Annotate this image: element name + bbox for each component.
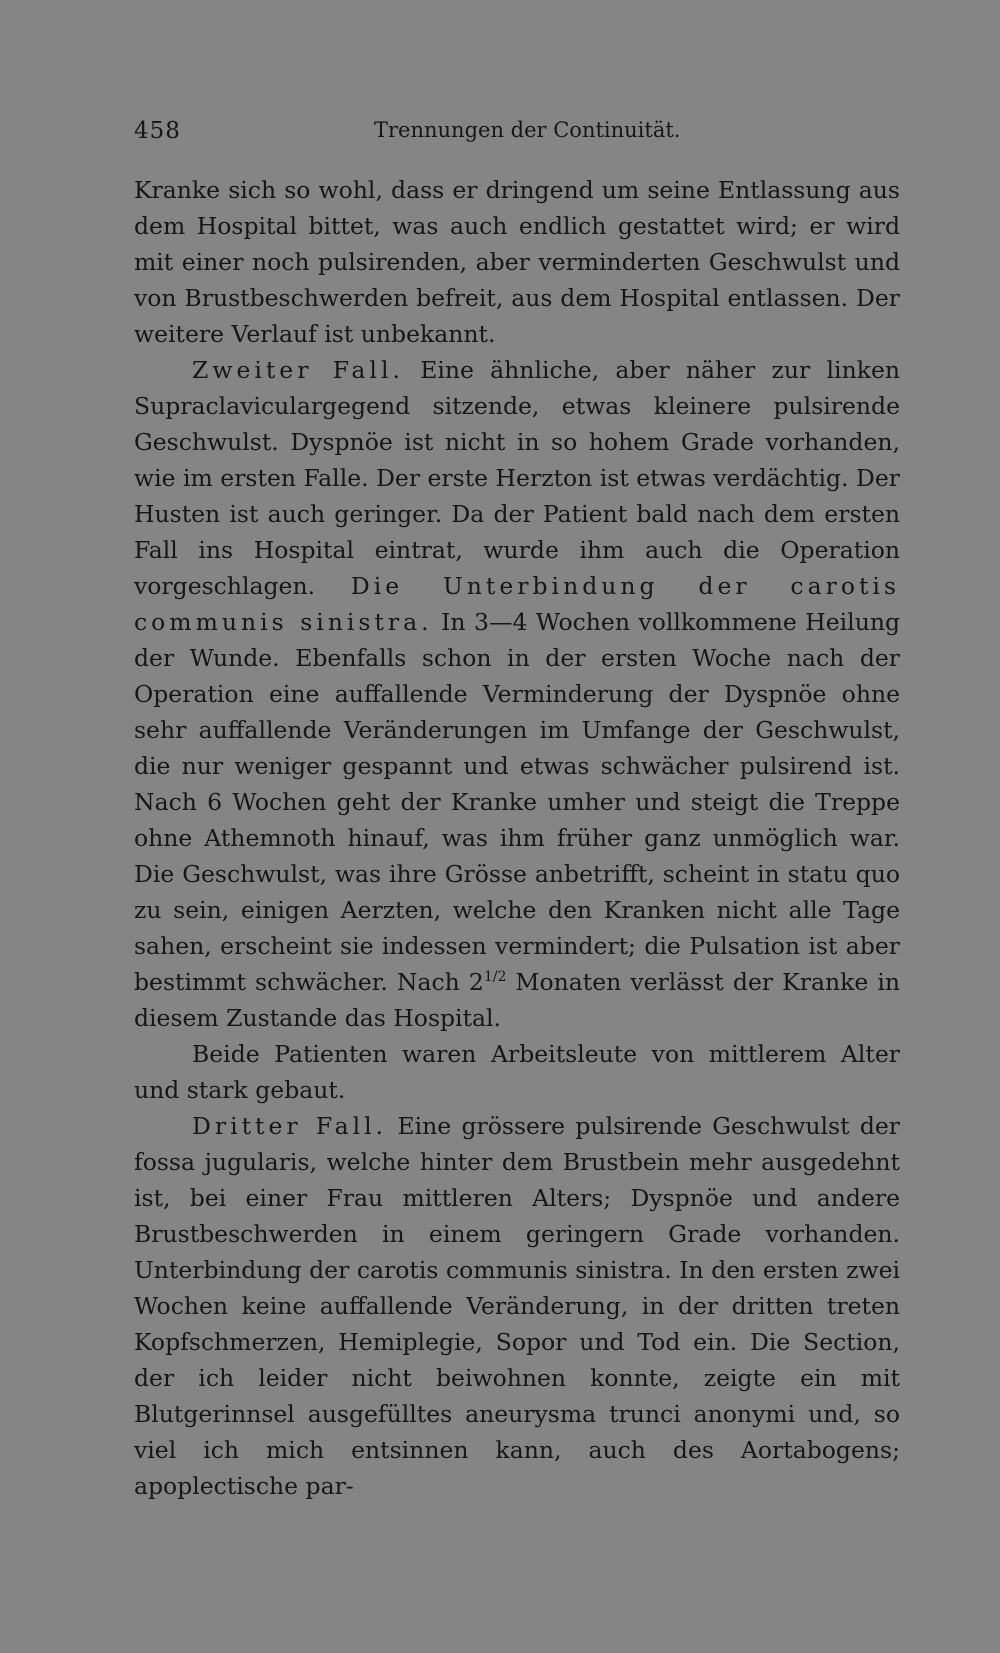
case-heading-second: Zweiter Fall. <box>192 356 404 384</box>
paragraph-4 <box>134 1108 900 1504</box>
paragraph-1: Kranke sich so wohl, dass er dringend um seine Entlassung aus dem Hospital bittet, was auch endlich gestattet wird; er wird mit einer noch pulsirenden, aber verminderten Geschwulst und von Brustbeschwerden befreit, aus dem Hospital entlassen. Der weitere Verlauf ist unbekannt. <box>134 176 900 348</box>
paragraph-2-text-b: In 3—4 Wochen vollkommene Heilung der Wunde. Ebenfalls schon in der ersten Woche nach der Operation eine auffallende Verminderung der Dyspnöe ohne sehr auffallende Veränderungen im Umfange der Geschwulst, die nur weniger gespannt und etwas schwächer pulsirend ist. Nach 6 Wochen geht der Kranke umher und steigt die Treppe ohne Athemnoth hinauf, was ihm früher ganz unmöglich war. Die Geschwulst, was ihre Grösse anbetrifft, scheint in statu quo zu sein, einigen Aerzten, welche den Kranken nicht alle Tage sahen, erscheint sie indessen vermindert; die Pulsation ist aber bestimmt schwächer. Nach 2 <box>134 608 901 996</box>
page-number: 458 <box>134 118 181 144</box>
operation-emphasis: Die Unterbindung der carotis communis sinistra. <box>134 572 900 636</box>
paragraph-2-text-c: Monaten verlässt der Kranke in diesem Zustande das Hospital. <box>134 968 900 1032</box>
fraction: 1/2 <box>483 969 507 985</box>
paragraph-2 <box>134 352 900 1036</box>
paragraph-2-text-a: Eine ähnliche, aber näher zur linken Supraclaviculargegend sitzende, etwas kleinere pulsirende Geschwulst. Dyspnöe ist nicht in so hohem Grade vorhanden, wie im ersten Falle. Der erste Herzton ist etwas verdächtig. Der Husten ist auch geringer. Da der Patient bald nach dem ersten Fall ins Hospital eintrat, wurde ihm auch die Operation vorgeschlagen. <box>134 356 900 600</box>
paragraph-4-text: Eine grössere pulsirende Geschwulst der fossa jugularis, welche hinter dem Brustbein mehr ausgedehnt ist, bei einer Frau mittleren Alters; Dyspnöe und andere Brustbeschwerden in einem geringern Grade vorhanden. Unterbindung der carotis communis sinistra. In den ersten zwei Wochen keine auffallende Veränderung, in der dritten treten Kopfschmerzen, Hemiplegie, Sopor und Tod ein. Die Section, der ich leider nicht beiwohnen konnte, zeigte ein mit Blutgerinnsel ausgefülltes aneurysma trunci anonymi und, so viel ich mich entsinnen kann, auch des Aortabogens; apoplectische par- <box>134 1112 901 1500</box>
body-text <box>134 172 900 1504</box>
paragraph-3: Beide Patienten waren Arbeitsleute von mittlerem Alter und stark gebaut. <box>134 1040 900 1104</box>
case-heading-third: Dritter Fall. <box>192 1112 388 1140</box>
page-header <box>134 118 900 148</box>
running-head: Trennungen der Continuität. <box>374 118 681 142</box>
